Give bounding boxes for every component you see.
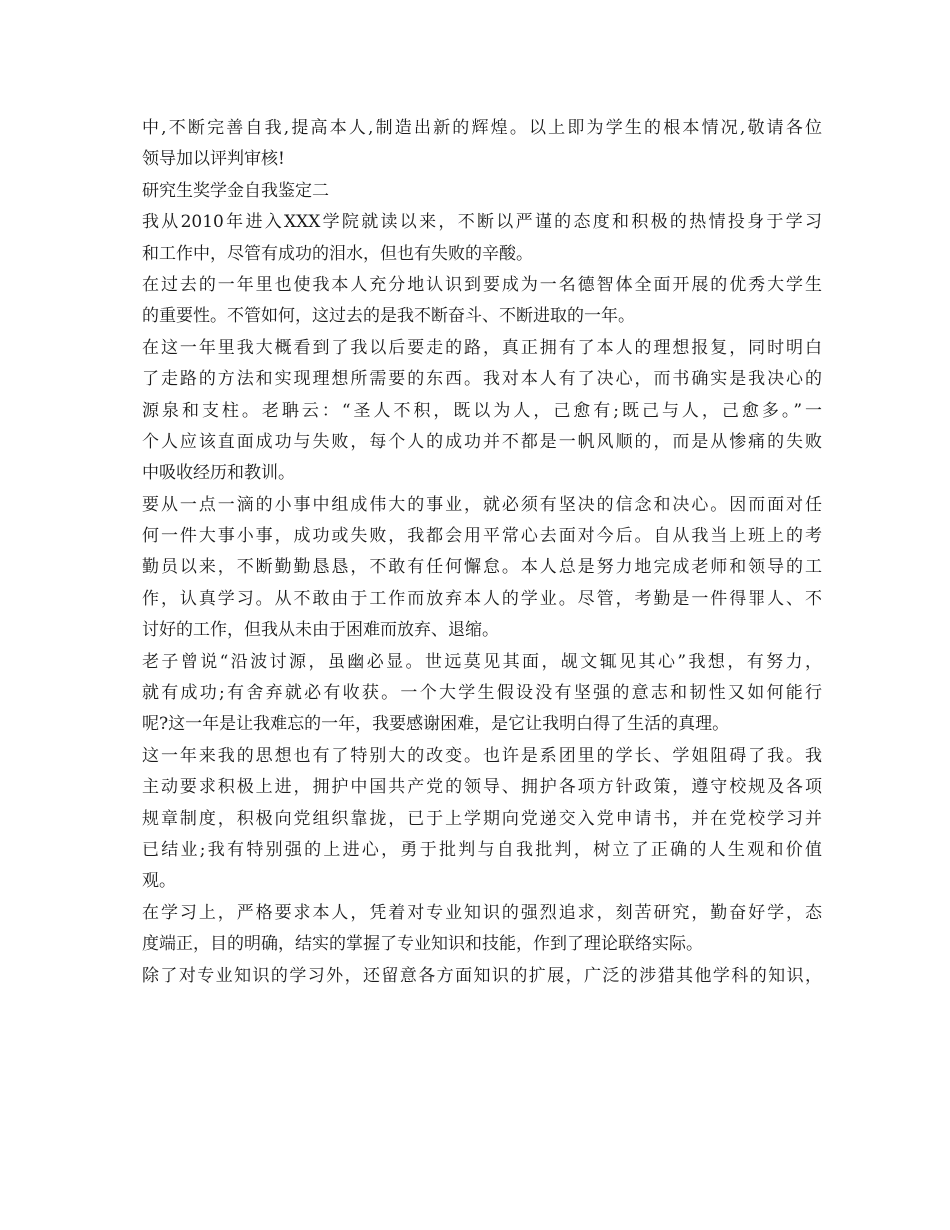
text-line: 作，认真学习。从不敢由于工作而放弃本人的学业。尽管，考勤是一件得罪人、不 [142, 588, 822, 609]
text-line: 老子曾说“沿波讨源，虽幽必显。世远莫见其面，觇文辄见其心”我想，有努力， [142, 651, 822, 672]
text-line: 呢?这一年是让我难忘的一年，我要感谢困难，是它让我明白得了生活的真理。 [142, 714, 730, 735]
text-line: 就有成功;有舍弃就必有收获。一个大学生假设没有坚强的意志和韧性又如何能行 [142, 683, 822, 704]
text-line: 何一件大事小事，成功或失败，我都会用平常心去面对今后。自从我当上班上的考 [142, 526, 822, 547]
text-line: 的重要性。不管如何，这过去的是我不断奋斗、不断进取的一年。 [142, 306, 635, 327]
text-line: 领导加以评判审核! [142, 149, 285, 170]
text-line: 在过去的一年里也使我本人充分地认识到要成为一名德智体全面开展的优秀大学生 [142, 274, 822, 295]
text-line: 中吸收经历和教训。 [142, 463, 295, 484]
text-line: 这一年来我的思想也有了特别大的改变。也许是系团里的学长、学姐阻碍了我。我 [142, 745, 822, 766]
text-line: 讨好的工作，但我从未由于困难而放弃、退缩。 [142, 620, 499, 641]
text-line: 度端正，目的明确，结实的掌握了专业知识和技能，作到了理论联络实际。 [142, 934, 703, 955]
text-line: 规章制度，积极向党组织靠拢，已于上学期向党递交入党申请书，并在党校学习并 [142, 808, 822, 829]
text-line: 观。 [142, 871, 176, 892]
text-line: 个人应该直面成功与失败，每个人的成功并不都是一帆风顺的，而是从惨痛的失败 [142, 431, 822, 452]
text-line: 源泉和支柱。老聃云：“圣人不积，既以为人，己愈有;既己与人，己愈多。”一 [142, 400, 822, 421]
text-line: 已结业;我有特别强的上进心，勇于批判与自我批判，树立了正确的人生观和价值 [142, 839, 822, 860]
text-line: 在这一年里我大概看到了我以后要走的路，真正拥有了本人的理想报复，同时明白 [142, 337, 822, 358]
text-line: 和工作中，尽管有成功的泪水，但也有失败的辛酸。 [142, 243, 533, 264]
document-body [142, 113, 822, 992]
text-line: 中,不断完善自我,提高本人,制造出新的辉煌。以上即为学生的根本情况,敬请各位 [142, 118, 822, 138]
text-line: 要从一点一滴的小事中组成伟大的事业，就必须有坚决的信念和决心。因而面对任 [142, 494, 822, 515]
text-line: 除了对专业知识的学习外，还留意各方面知识的扩展，广泛的涉猎其他学科的知识， [142, 965, 822, 986]
section-heading: 研究生奖学金自我鉴定二 [142, 180, 329, 201]
text-line: 主动要求积极上进，拥护中国共产党的领导、拥护各项方针政策，遵守校规及各项 [142, 777, 822, 798]
text-line: 在学习上，严格要求本人，凭着对专业知识的强烈追求，刻苦研究，勤奋好学，态 [142, 902, 822, 923]
text-line: 我从2010年进入XXX学院就读以来，不断以严谨的态度和积极的热情投身于学习 [142, 212, 822, 233]
text-line: 勤员以来，不断勤勤恳恳，不敢有任何懈怠。本人总是努力地完成老师和领导的工 [142, 557, 822, 578]
text-line: 了走路的方法和实现理想所需要的东西。我对本人有了决心，而书确实是我决心的 [142, 369, 822, 390]
